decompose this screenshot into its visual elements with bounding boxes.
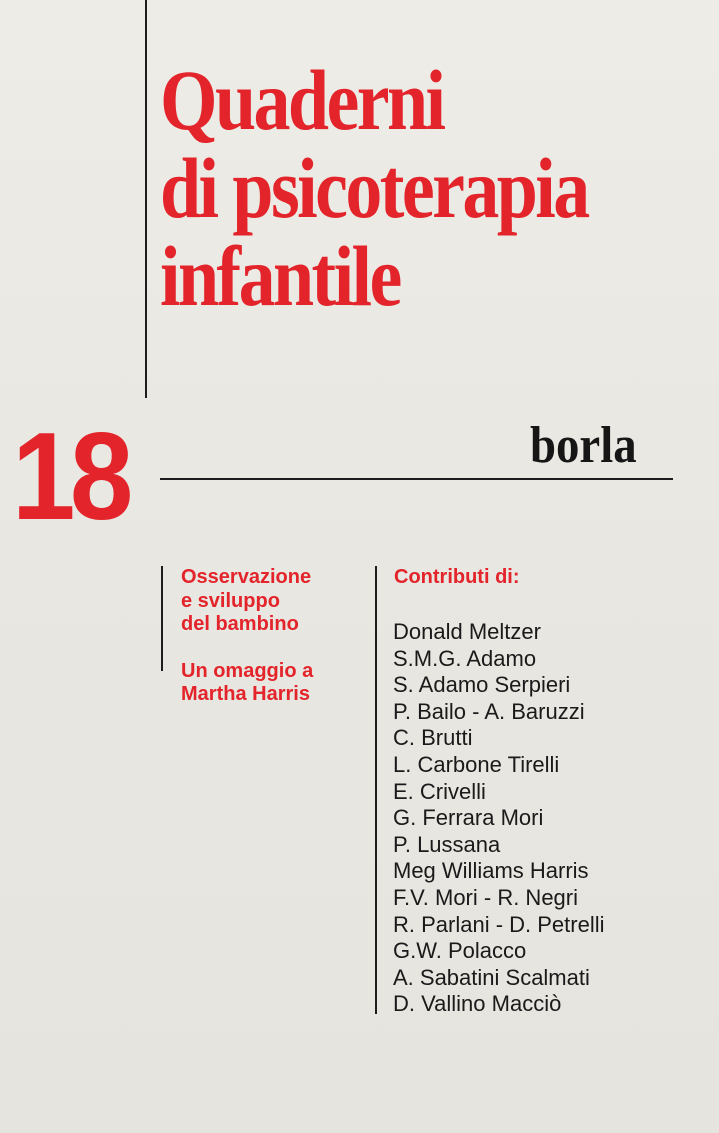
- vertical-rule-subtitle: [161, 566, 163, 671]
- subtitle-line-2: e sviluppo: [181, 589, 280, 612]
- contributor-item: Donald Meltzer: [393, 619, 541, 644]
- title-line-1: Quaderni: [160, 52, 444, 148]
- contributor-item: P. Bailo - A. Baruzzi: [393, 698, 585, 724]
- subtitle-line-1: Osservazione: [181, 566, 312, 588]
- publisher-logo: borla: [530, 417, 637, 474]
- contributor-item: L. Carbone Tirelli: [393, 751, 560, 777]
- series-title: [160, 52, 624, 324]
- subtitle-line-3: del bambino: [181, 613, 299, 635]
- contributor-item: F.V. Mori - R. Negri: [393, 884, 579, 910]
- vertical-rule-top: [145, 0, 147, 398]
- contributor-item: C. Brutti: [393, 725, 473, 751]
- subtitle-line-4: Un omaggio a: [181, 659, 314, 682]
- contributor-item: S.M.G. Adamo: [393, 645, 537, 671]
- contributor-item: E. Crivelli: [393, 778, 486, 804]
- contributor-item: G. Ferrara Mori: [393, 805, 544, 831]
- contributor-item: G.W. Polacco: [393, 938, 527, 964]
- contributor-item: A. Sabatini Scalmati: [393, 964, 590, 990]
- horizontal-rule: [160, 478, 673, 480]
- contributor-item: Meg Williams Harris: [393, 858, 589, 884]
- contributors-list: [393, 619, 713, 1018]
- title-line-2: di psicoterapia: [160, 140, 588, 236]
- contributor-item: R. Parlani - D. Petrelli: [393, 911, 605, 937]
- contributor-item: D. Vallino Macciò: [393, 991, 562, 1017]
- issue-number: 18: [12, 408, 128, 546]
- contributors-heading: Contributi di:: [394, 566, 520, 588]
- contributor-item: P. Lussana: [393, 831, 501, 857]
- volume-subtitle: [181, 566, 371, 707]
- contributor-item: S. Adamo Serpieri: [393, 672, 571, 698]
- title-line-3: infantile: [160, 228, 400, 324]
- subtitle-spacer: [181, 637, 371, 660]
- vertical-rule-contributors: [375, 566, 377, 1014]
- subtitle-line-5: Martha Harris: [181, 683, 310, 705]
